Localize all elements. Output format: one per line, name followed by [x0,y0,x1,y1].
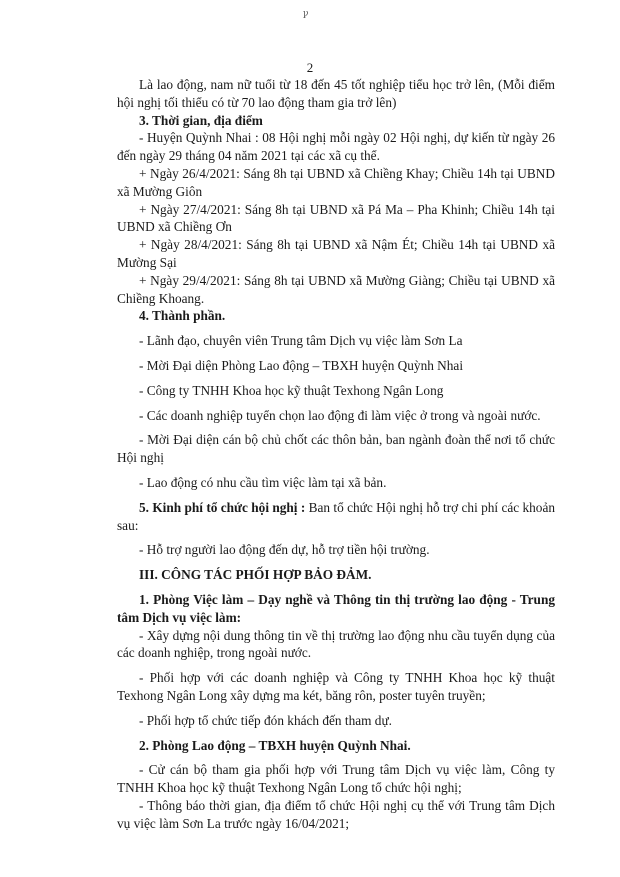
participant-item: - Lãnh đạo, chuyên viên Trung tâm Dịch vụ việc làm Sơn La [139,333,463,349]
participant-item: - Mời Đại diện Phòng Lao động – TBXH huyện Quỳnh Nhai [139,357,464,373]
funding-paragraph [117,499,555,535]
section-heading: 3. Thời gian, địa điểm [139,112,263,128]
participant-item: - Các doanh nghiệp tuyển chọn lao động đi làm việc ở trong và ngoài nước. [139,407,541,423]
paragraph: - Cử cán bộ tham gia phối hợp với Trung tâm Dịch vụ việc làm, Công ty TNHH Khoa học kỹ thuật Texhong Ngân Long tổ chức hội nghị; [117,762,555,796]
section-heading: 1. Phòng Việc làm – Dạy nghề và Thông tin thị trường lao động - Trung tâm Dịch vụ việc làm: [117,591,555,625]
schedule-item: + Ngày 28/4/2021: Sáng 8h tại UBND xã Nậm Ét; Chiều 14h tại UBND xã Mường Sại [117,237,555,270]
paragraph: - Phối hợp tổ chức tiếp đón khách đến tham dự. [139,712,392,728]
schedule-item: + Ngày 29/4/2021: Sáng 8h tại UBND xã Mường Giàng; Chiều tại UBND xã Chiềng Khoang. [117,272,555,306]
page-number: 2 [306,60,314,75]
paragraph: Là lao động, nam nữ tuổi từ 18 đến 45 tốt nghiệp tiểu học trở lên, (Mỗi điểm hội nghị tối thiểu có từ 70 lao động tham gia trở lên) [117,77,555,110]
top-mark: ꝩ [303,8,309,18]
schedule-item: + Ngày 27/4/2021: Sáng 8h tại UBND xã Pá Ma – Pha Khinh; Chiều 14h tại UBND xã Chiềng Ơn [117,201,555,235]
schedule-item: + Ngày 26/4/2021: Sáng 8h tại UBND xã Chiềng Khay; Chiều 14h tại UBND xã Mường Giôn [117,165,555,199]
paragraph: - Phối hợp với các doanh nghiệp và Công ty TNHH Khoa học kỹ thuật Texhong Ngân Long xây dựng ma két, băng rôn, poster tuyên truyền; [117,670,555,703]
paragraph: - Xây dựng nội dung thông tin về thị trường lao động nhu cầu tuyển dụng của các doanh nghiệp, trong ngoài nước. [117,627,555,661]
participant-item: - Công ty TNHH Khoa học kỹ thuật Texhong Ngân Long [139,382,444,398]
participant-item: - Mời Đại diện cán bộ chủ chốt các thôn bản, ban ngành đoàn thể nơi tổ chức Hội nghị [117,432,555,466]
section-heading: 2. Phòng Lao động – TBXH huyện Quỳnh Nhai. [139,737,411,753]
paragraph: - Hỗ trợ người lao động đến dự, hỗ trợ tiền hội trường. [139,542,430,558]
paragraph: - Huyện Quỳnh Nhai : 08 Hội nghị mỗi ngày 02 Hội nghị, dự kiến từ ngày 26 đến ngày 29 tháng 04 năm 2021 tại các xã cụ thể. [117,130,555,164]
funding-text: Ban tổ chức Hội nghị hỗ trợ chi phí các khoản sau: [117,499,555,533]
document-body [117,76,555,832]
participant-item: - Lao động có nhu cầu tìm việc làm tại xã bản. [139,474,387,490]
section-heading: 5. Kinh phí tổ chức hội nghị : [139,499,306,515]
section-heading: 4. Thành phần. [139,308,226,324]
part-heading: III. CÔNG TÁC PHỐI HỢP BẢO ĐẢM. [139,567,372,583]
paragraph: - Thông báo thời gian, địa điểm tổ chức Hội nghị cụ thể với Trung tâm Dịch vụ việc làm Sơn La trước ngày 16/04/2021; [117,797,555,831]
